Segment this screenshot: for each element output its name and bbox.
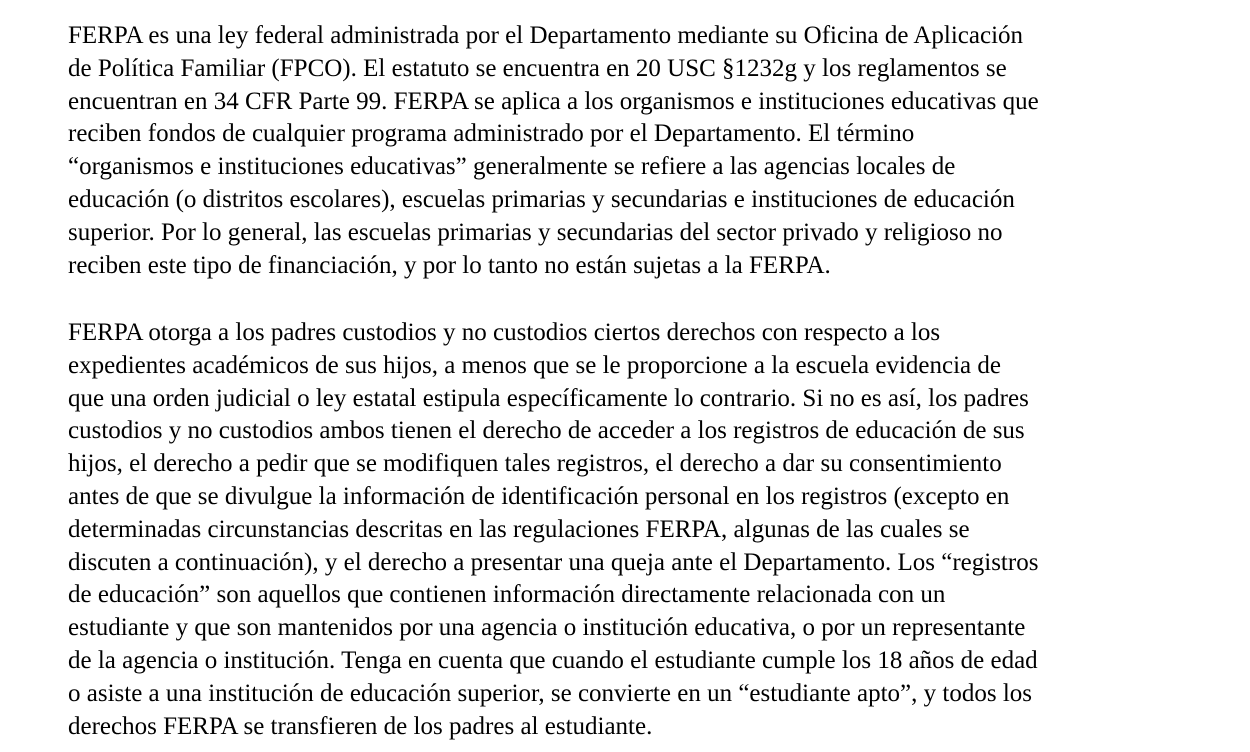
text-line: expedientes académicos de sus hijos, a menos que se le proporcione a la escuela evidencia de xyxy=(68,351,1001,379)
text-line: custodios y no custodios ambos tienen el derecho de acceder a los registros de educación de sus xyxy=(68,417,1025,445)
text-line: estudiante y que son mantenidos por una agencia o institución educativa, o por un representante xyxy=(68,614,1026,642)
text-line: “organismos e instituciones educativas” generalmente se refiere a las agencias locales de xyxy=(68,153,956,181)
text-line: discuten a continuación), y el derecho a presentar una queja ante el Departamento. Los “registros xyxy=(68,548,1039,576)
text-line: FERPA otorga a los padres custodios y no custodios ciertos derechos con respecto a los xyxy=(68,319,941,346)
text-line: reciben este tipo de financiación, y por lo tanto no están sujetas a la FERPA. xyxy=(68,251,831,279)
text-line: de educación” son aquellos que contienen información directamente relacionada con un xyxy=(68,581,946,609)
text-line: reciben fondos de cualquier programa administrado por el Departamento. El término xyxy=(68,120,915,148)
paragraph-ferpa-overview xyxy=(68,20,1198,282)
paragraph-parent-rights xyxy=(68,317,1198,743)
text-line: derechos FERPA se transfieren de los padres al estudiante. xyxy=(68,712,653,740)
text-line: FERPA es una ley federal administrada por el Departamento mediante su Oficina de Aplicación xyxy=(68,22,1024,49)
text-line: encuentran en 34 CFR Parte 99. FERPA se aplica a los organismos e instituciones educativas que xyxy=(68,87,1039,115)
text-line: superior. Por lo general, las escuelas primarias y secundarias del sector privado y religioso no xyxy=(68,218,1003,246)
text-line: determinadas circunstancias descritas en las regulaciones FERPA, algunas de las cuales se xyxy=(68,515,970,543)
text-line: que una orden judicial o ley estatal estipula específicamente lo contrario. Si no es así, los padres xyxy=(68,384,1029,412)
text-line: de la agencia o institución. Tenga en cuenta que cuando el estudiante cumple los 18 años de edad xyxy=(68,646,1038,674)
text-line: hijos, el derecho a pedir que se modifiquen tales registros, el derecho a dar su consentimiento xyxy=(68,450,1002,478)
text-line: antes de que se divulgue la información de identificación personal en los registros (excepto en xyxy=(68,482,1010,510)
text-line: o asiste a una institución de educación superior, se convierte en un “estudiante apto”, y todos los xyxy=(68,679,1033,707)
text-line: educación (o distritos escolares), escuelas primarias y secundarias e instituciones de educación xyxy=(68,185,1015,213)
text-line: de Política Familiar (FPCO). El estatuto se encuentra en 20 USC §1232g y los reglamentos se xyxy=(68,54,1007,82)
